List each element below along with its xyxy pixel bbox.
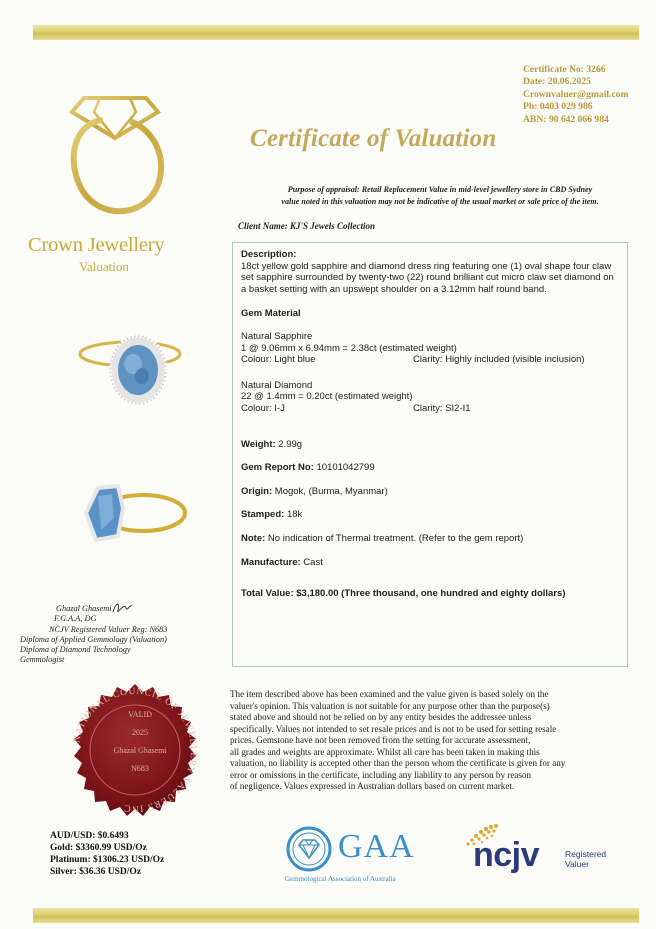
signer-block xyxy=(20,604,168,666)
ncjv-reg-line-2: Valuer xyxy=(565,858,589,869)
client-name: Client Name: KJ'S Jewels Collection xyxy=(238,221,375,231)
ring-side-image xyxy=(68,478,193,548)
weight-value: 2.99g xyxy=(278,438,303,450)
bottom-gold-border xyxy=(33,908,639,923)
note-label: Note: xyxy=(241,532,266,544)
report-value: 10101042799 xyxy=(316,462,375,474)
page-title: Certificate of Valuation xyxy=(250,125,497,152)
disclaimer-line: valuation, no liability is accepted other than the person whom the certificate is given for any xyxy=(230,758,566,769)
total-value-row xyxy=(241,588,619,600)
sapphire-grades xyxy=(241,354,619,366)
certificate-meta xyxy=(523,64,628,126)
gaa-logo-text: GAA xyxy=(338,828,415,865)
description-heading: Description: xyxy=(241,249,297,260)
disclaimer-line: stated above and should not be relied on by any entity besides the addressee unless xyxy=(230,712,532,723)
certificate-date: Date: 20.06.2025 xyxy=(523,76,591,88)
brand-name: Crown Jewellery xyxy=(28,234,165,256)
ncjv-registered-valuer xyxy=(565,850,606,869)
purpose-of-appraisal xyxy=(240,184,640,207)
seal-line-1: VALID xyxy=(128,710,152,719)
total-value: $3,180.00 (Three thousand, one hundred and eighty dollars) xyxy=(296,588,566,600)
note-row xyxy=(241,533,619,545)
certificate-email: Crownvaluer@gmail.com xyxy=(523,88,629,100)
price-audusd: AUD/USD: $0.6493 xyxy=(50,831,129,841)
signer-role: Gemmologist xyxy=(20,655,65,665)
seal-line-3: Ghazal Ghasemi xyxy=(113,746,167,755)
seal-ring-text: NATIONAL COUNCIL OF JEWELLERY VALUERS INC xyxy=(72,686,199,814)
gaa-emblem-icon xyxy=(286,826,332,872)
seal-text xyxy=(100,706,180,778)
certificate-phone: Ph: 0403 029 986 xyxy=(523,101,593,113)
disclaimer-line: specifically. Values not intended to set resale prices and is not to be used for setting resale xyxy=(230,723,557,734)
weight-row xyxy=(241,439,619,451)
certificate-number: Certificate No: 3266 xyxy=(523,64,606,75)
ncjv-reg-line-1: Registered xyxy=(565,849,607,859)
disclaimer-line: prices. Gemstone have not been removed from the setting for accurate assessment, xyxy=(230,735,531,746)
metal-prices xyxy=(50,830,164,878)
report-row xyxy=(241,462,619,474)
origin-label: Origin: xyxy=(241,485,273,497)
seal-line-4: N683 xyxy=(131,764,149,773)
price-gold: Gold: $3360.99 USD/Oz xyxy=(50,843,147,853)
price-silver: Silver: $36.36 USD/Oz xyxy=(50,867,142,877)
signer-diploma-1: Diploma of Applied Gemmology (Valuation) xyxy=(20,634,167,644)
weight-label: Weight: xyxy=(241,438,276,450)
ring-front-image xyxy=(70,330,185,410)
disclaimer-line: of negligence. Values expressed in Australian dollars based on current market. xyxy=(230,781,515,792)
signer-quals: F.G.A.A, DG xyxy=(54,614,97,624)
origin-value: Mogok, (Burma, Myanmar) xyxy=(274,485,388,497)
diamond-colour: Colour: I-J xyxy=(241,402,285,414)
seal-line-2: 2025 xyxy=(132,728,148,737)
purpose-line-2: value noted in this valuation may not be indicative of the usual market or sale price of the item. xyxy=(281,196,599,206)
top-gold-border xyxy=(33,25,639,40)
stamped-row xyxy=(241,509,619,521)
manufacture-label: Manufacture: xyxy=(241,556,301,568)
disclaimer-text xyxy=(230,689,640,793)
disclaimer-line: error or omissions in the certificate, including any liability to any person by reason xyxy=(230,769,532,780)
disclaimer-line: The item described above has been examined and the value given is based solely on the xyxy=(230,689,549,699)
note-value: No indication of Thermal treatment. (Refer to the gem report) xyxy=(267,532,524,544)
ncjv-logo-text: ncjv xyxy=(473,836,540,874)
manufacture-value: Cast xyxy=(303,556,323,568)
stamped-label: Stamped: xyxy=(241,509,285,521)
valuation-details-box xyxy=(232,242,628,667)
manufacture-row xyxy=(241,557,619,569)
report-label: Gem Report No: xyxy=(241,462,314,474)
purpose-line-1: Purpose of appraisal: Retail Replacement Value in mid-level jewellery store in CBD Sydney xyxy=(287,185,593,194)
certificate-abn: ABN: 90 642 066 984 xyxy=(523,113,609,125)
origin-row xyxy=(241,486,619,498)
signer-reg: NCJV Registered Valuer Reg: N683 xyxy=(49,624,168,634)
diamond-grades xyxy=(241,403,619,415)
diamond-measure: 22 @ 1.4mm = 0.20ct (estimated weight) xyxy=(241,391,413,403)
disclaimer-line: valuer's opinion. This valuation is not suitable for any purpose other than the purpose(s) xyxy=(230,700,550,711)
signer-name: Ghazal Ghasemi xyxy=(56,604,112,613)
stamped-value: 18k xyxy=(286,509,303,521)
description-text: 18ct yellow gold sapphire and diamond dress ring featuring one (1) oval shape four claw set sapphire surrounded by twenty-two (22) round brilliant cut micro claw set diamond on a basket setting with an upswept shoulder on a 3.12mm half round band. xyxy=(241,260,614,295)
sapphire-name: Natural Sapphire xyxy=(241,330,313,342)
signer-diploma-2: Diploma of Diamond Technology xyxy=(20,645,131,655)
sapphire-clarity: Clarity: Highly included (visible inclusion) xyxy=(413,354,585,366)
brand-sub: Valuation xyxy=(79,259,129,274)
sapphire-measure: 1 @ 9.06mm x 6.94mm = 2.38ct (estimated weight) xyxy=(241,342,457,354)
diamond-clarity: Clarity: SI2-I1 xyxy=(413,402,471,414)
price-platinum: Platinum: $1306.23 USD/Oz xyxy=(50,855,165,865)
diamond-name: Natural Diamond xyxy=(241,379,313,391)
gem-material-heading: Gem Material xyxy=(241,308,301,320)
crown-ring-logo-icon xyxy=(60,90,170,225)
gaa-full-name: Gemmological Association of Australia xyxy=(285,875,396,883)
disclaimer-line: all grades and weights are approximate. Whilst all care has been taken in making this xyxy=(230,746,540,757)
total-label: Total Value: xyxy=(241,588,294,600)
sapphire-colour: Colour: Light blue xyxy=(241,354,316,366)
